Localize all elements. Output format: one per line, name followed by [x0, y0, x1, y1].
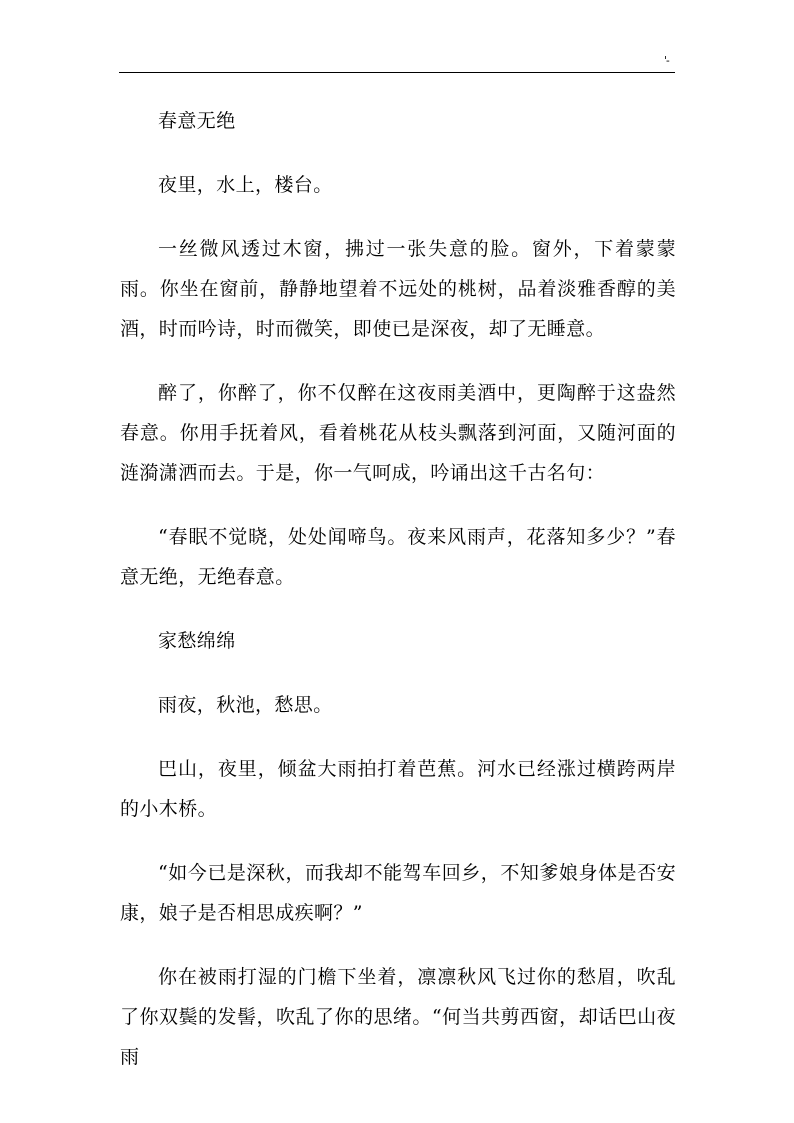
- header-mark: '-: [664, 54, 669, 67]
- document-body: [120, 101, 676, 1077]
- paragraph: 夜里，水上，楼台。: [158, 174, 333, 196]
- paragraph: 雨夜，秋池，愁思。: [158, 694, 333, 716]
- section-title-spring: 春意无绝: [158, 110, 236, 132]
- header-rule: [119, 72, 675, 73]
- quote-paragraph: “如今已是深秋，而我却不能驾车回乡，不知爹娘身体是否安康，娘子是否相思成疾啊？”: [120, 862, 676, 924]
- section-title-homesick: 家愁绵绵: [158, 630, 236, 652]
- paragraph: 一丝微风透过木窗，拂过一张失意的脸。窗外，下着蒙蒙雨。你坐在窗前，静静地望着不远处的桃树，品着淡雅香醇的美酒，时而吟诗，时而微笑，即使已是深夜，却了无睡意。: [120, 238, 676, 340]
- poem-quote: “春眠不觉晓，处处闻啼鸟。夜来风雨声，花落知多少？”春意无绝，无绝春意。: [120, 526, 676, 588]
- paragraph: 醉了，你醉了，你不仅醉在这夜雨美酒中，更陶醉于这盎然春意。你用手抚着风，看着桃花从枝头飘落到河面，又随河面的涟漪潇洒而去。于是，你一气呵成，吟诵出这千古名句：: [120, 382, 676, 484]
- paragraph: 你在被雨打湿的门檐下坐着，凛凛秋风飞过你的愁眉，吹乱了你双鬓的发髻，吹乱了你的思绪。“何当共剪西窗，却话巴山夜雨: [120, 966, 676, 1068]
- paragraph: 巴山，夜里，倾盆大雨拍打着芭蕉。河水已经涨过横跨两岸的小木桥。: [120, 758, 676, 820]
